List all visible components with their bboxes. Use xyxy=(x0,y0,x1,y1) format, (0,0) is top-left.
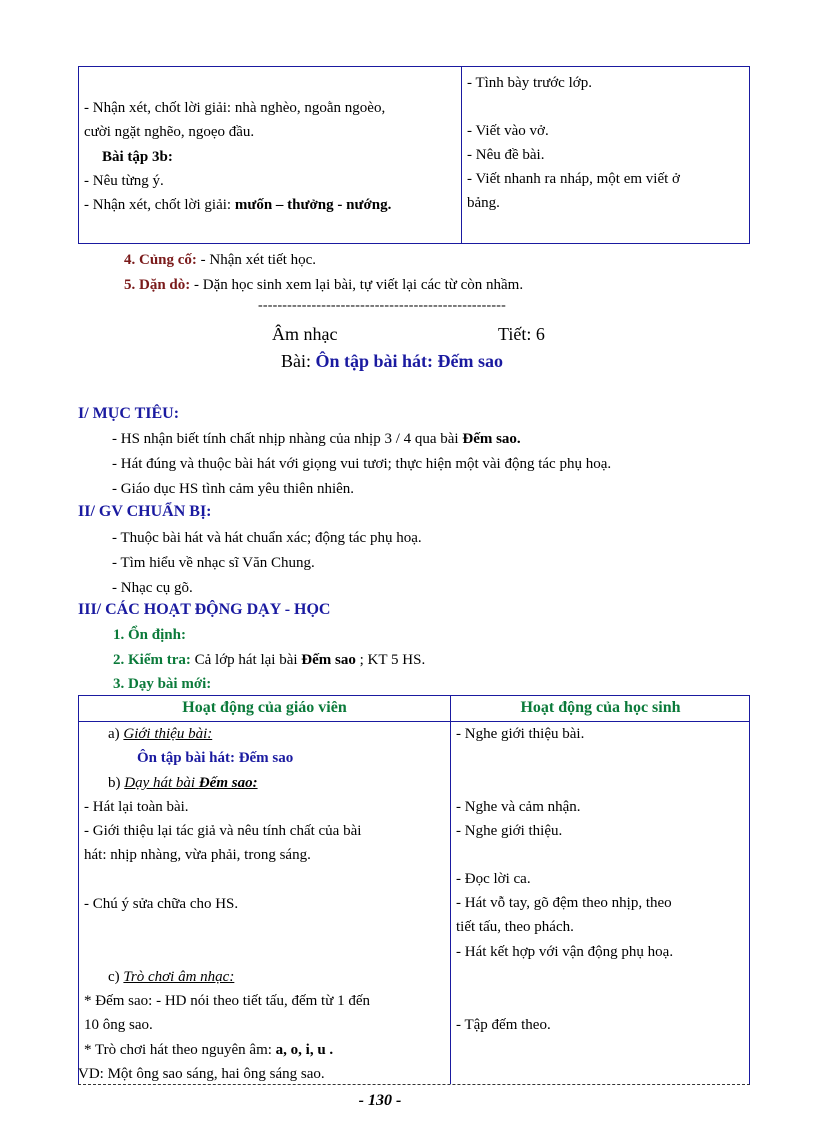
prep-3: - Nhạc cụ gõ. xyxy=(112,580,193,596)
top-left-line-5-answer: mưốn – thưởng - nướng. xyxy=(234,197,392,213)
section-1-heading: I/ MỤC TIÊU: xyxy=(78,405,180,422)
objective-2: - Hát đúng và thuộc bài hát với giọng vui tươi; thực hiện một vài động tác phụ hoạ. xyxy=(112,456,612,472)
top-right-line-3: - Nêu đề bài. xyxy=(467,147,545,163)
objective-1-text: - HS nhận biết tính chất nhịp nhàng của nhịp 3 / 4 qua bài xyxy=(112,431,463,447)
check-song: Đếm sao xyxy=(301,652,356,668)
teacher-step-2b: hát: nhịp nhàng, vừa phải, trong sáng. xyxy=(84,847,311,863)
student-step-4: - Đọc lời ca. xyxy=(456,871,531,887)
top-right-line-5: bảng. xyxy=(467,195,500,211)
check-text: Cả lớp hát lại bài xyxy=(190,652,302,668)
homework-line xyxy=(124,273,523,297)
intro-title: Giới thiệu bài: xyxy=(123,726,213,742)
page-number: - 130 - xyxy=(358,1092,402,1109)
game-step-1a: * Đếm sao: - HD nói theo tiết tấu, đếm từ 1 đến xyxy=(84,993,370,1009)
top-left-line-5-prefix: - Nhận xét, chốt lời giải: xyxy=(84,197,235,213)
teaching-heading xyxy=(108,771,258,795)
prep-1: - Thuộc bài hát và hát chuẩn xác; động tác phụ hoạ. xyxy=(112,530,422,546)
student-step-2: - Nghe và cảm nhận. xyxy=(456,799,581,815)
teacher-step-1: - Hát lại toàn bài. xyxy=(84,799,189,815)
intro-heading xyxy=(108,722,212,746)
student-step-3: - Nghe giới thiệu. xyxy=(456,823,563,839)
top-left-line-1: - Nhận xét, chốt lời giải: nhà nghèo, ngoằn ngoèo, xyxy=(84,100,386,116)
game-step-1b: 10 ông sao. xyxy=(84,1017,153,1033)
consolidation-label: 4. Củng cố: xyxy=(124,252,197,268)
exercise-3b-heading: Bài tập 3b: xyxy=(102,149,173,165)
game-step-2-vowels: a, o, i, u . xyxy=(275,1042,334,1058)
game-label: c) xyxy=(108,969,124,985)
period: Tiết: 6 xyxy=(498,324,545,344)
header-student: Hoạt động của học sinh xyxy=(520,699,681,716)
consolidation-line xyxy=(124,248,316,272)
top-right-line-4: - Viết nhanh ra nháp, một em viết ở xyxy=(467,171,680,187)
lesson-title-text: Ôn tập bài hát: Đếm sao xyxy=(315,351,504,371)
new-lesson: 3. Dạy bài mới: xyxy=(113,676,212,692)
prep-2: - Tìm hiểu về nhạc sĩ Văn Chung. xyxy=(112,555,315,571)
game-title: Trò chơi âm nhạc: xyxy=(123,969,235,985)
teaching-title-song: Đếm sao: xyxy=(198,775,258,791)
game-step-2-text: * Trò chơi hát theo nguyên âm: xyxy=(84,1042,276,1058)
student-step-1: - Nghe giới thiệu bài. xyxy=(456,726,585,742)
homework-text: - Dặn học sinh xem lại bài, tự viết lại các từ còn nhầm. xyxy=(190,277,524,293)
teaching-label: b) xyxy=(108,775,125,791)
teacher-step-2a: - Giới thiệu lại tác giả và nêu tính chất của bài xyxy=(84,823,362,839)
objective-3: - Giáo dục HS tình cảm yêu thiên nhiên. xyxy=(112,481,355,497)
top-left-line-5 xyxy=(84,193,391,217)
top-table-divider xyxy=(461,66,462,244)
objective-1-song: Đếm sao. xyxy=(462,431,521,447)
footer-rule xyxy=(78,1084,750,1085)
teaching-title xyxy=(124,775,257,791)
subject: Âm nhạc xyxy=(272,324,338,344)
top-right-line-2: - Viết vào vở. xyxy=(467,123,549,139)
game-heading xyxy=(108,965,234,989)
main-table-divider xyxy=(450,695,451,1084)
game-step-2 xyxy=(84,1038,333,1062)
intro-subtitle: Ôn tập bài hát: Đếm sao xyxy=(137,750,294,766)
top-left-line-4: - Nêu từng ý. xyxy=(84,173,164,189)
section-3-heading: III/ CÁC HOẠT ĐỘNG DẠY - HỌC xyxy=(78,601,331,618)
teacher-step-3: - Chú ý sửa chữa cho HS. xyxy=(84,896,239,912)
student-step-6: - Hát kết hợp với vận động phụ hoạ. xyxy=(456,944,674,960)
stabilize: 1. Ổn định: xyxy=(113,627,186,643)
top-left-line-2: cười ngặt nghẽo, ngoẹo đầu. xyxy=(84,124,255,140)
student-step-7: - Tập đếm theo. xyxy=(456,1017,551,1033)
teaching-title-prefix: Dạy hát bài xyxy=(124,775,199,791)
check-tail: ; KT 5 HS. xyxy=(355,652,426,668)
lesson-title-label: Bài: xyxy=(281,351,311,371)
game-example: VD: Một ông sao sáng, hai ông sáng sao. xyxy=(78,1066,325,1082)
check-line xyxy=(113,648,425,672)
objective-1 xyxy=(112,427,521,451)
student-step-5a: - Hát vỗ tay, gõ đệm theo nhịp, theo xyxy=(456,895,672,911)
top-table xyxy=(78,66,750,244)
separator: --------------------------------------------------- xyxy=(258,298,506,313)
consolidation-text: - Nhận xét tiết học. xyxy=(196,252,317,268)
check-label: 2. Kiểm tra: xyxy=(113,652,191,668)
homework-label: 5. Dặn dò: xyxy=(124,277,191,293)
header-teacher: Hoạt động của giáo viên xyxy=(182,699,347,716)
top-right-line-1: - Tình bày trước lớp. xyxy=(467,75,592,91)
student-step-5b: tiết tấu, theo phách. xyxy=(456,919,574,935)
lesson-title xyxy=(281,351,503,372)
intro-label: a) xyxy=(108,726,124,742)
section-2-heading: II/ GV CHUẨN BỊ: xyxy=(78,503,212,520)
